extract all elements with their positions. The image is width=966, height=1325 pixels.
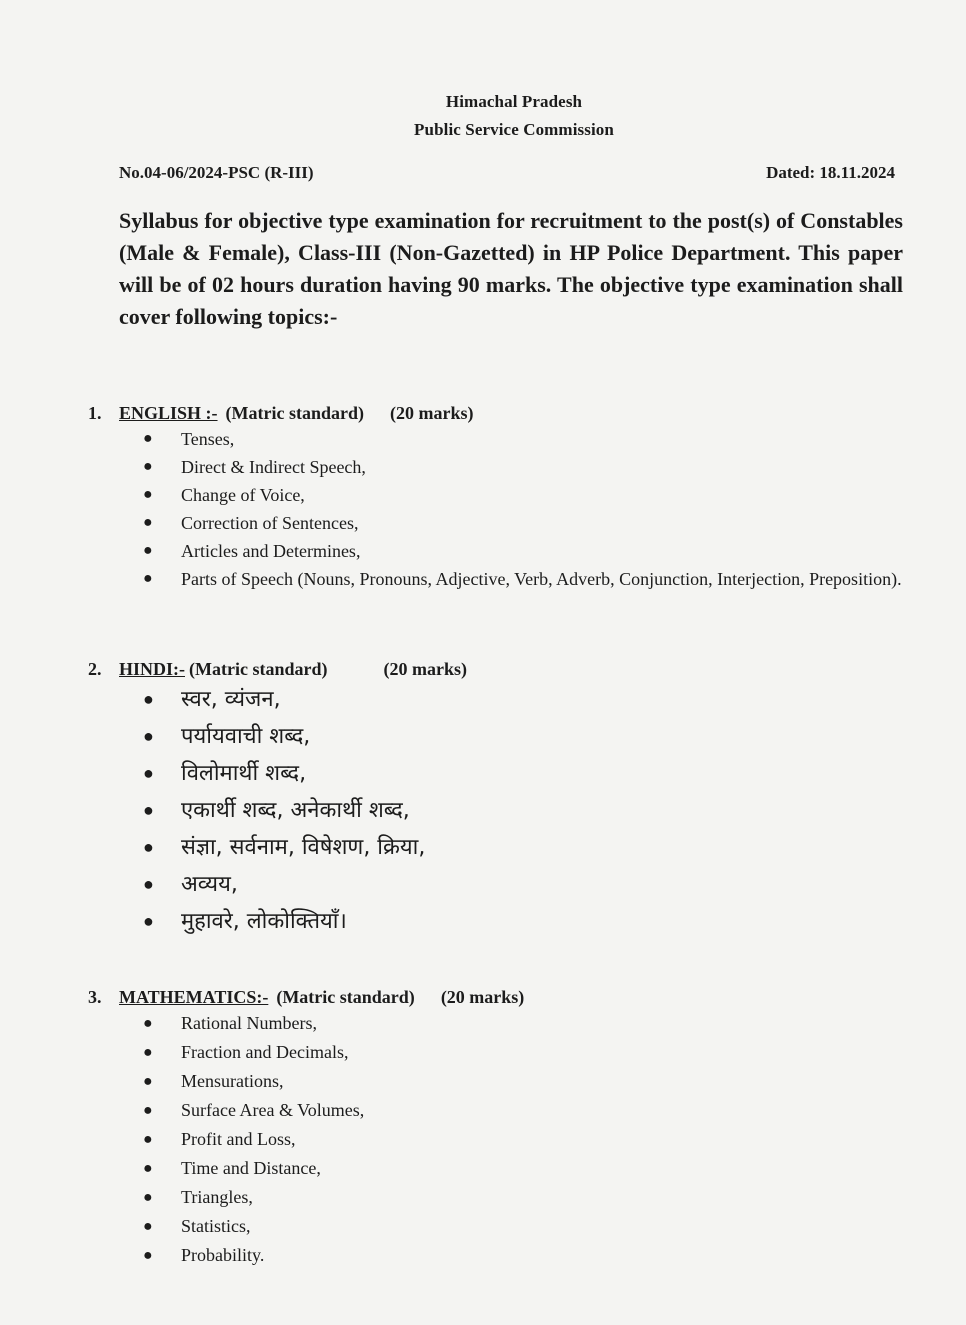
bullet-icon: ●	[143, 1015, 153, 1032]
header-organization-state: Himachal Pradesh	[445, 92, 583, 111]
list-item: ● Fraction and Decimals,	[88, 1038, 904, 1067]
list-item: ● विलोमार्थी शब्द,	[88, 755, 904, 792]
section-title: MATHEMATICS:-	[119, 987, 269, 1007]
header-organization-name: Public Service Commission	[414, 120, 614, 139]
section-marks: (20 marks)	[383, 659, 467, 679]
bullet-icon: ●	[143, 1189, 153, 1206]
list-item: ● Mensurations,	[88, 1067, 904, 1096]
list-item: ● Triangles,	[88, 1183, 904, 1212]
bullet-icon: ●	[143, 430, 153, 447]
section-title: HINDI:-	[119, 659, 185, 679]
bullet-icon: ●	[143, 1073, 153, 1090]
list-item: ● Correction of Sentences,	[88, 509, 904, 537]
list-item: ● Statistics,	[88, 1212, 904, 1241]
bullet-icon: ●	[143, 911, 154, 931]
reference-number: No.04-06/2024-PSC (R-III)	[119, 163, 314, 182]
reference-line	[119, 163, 895, 183]
bullet-icon: ●	[143, 689, 154, 709]
bullet-icon: ●	[143, 1102, 153, 1119]
bullet-icon: ●	[143, 837, 154, 857]
section-mathematics	[88, 985, 904, 1270]
reference-date: Dated: 18.11.2024	[766, 163, 895, 182]
bullet-icon: ●	[143, 1218, 153, 1235]
list-item: ● Change of Voice,	[88, 481, 904, 509]
bullet-icon: ●	[143, 514, 153, 531]
section-heading	[88, 401, 904, 425]
section-hindi	[88, 657, 904, 940]
bullet-icon: ●	[143, 1044, 153, 1061]
list-item: ● Tenses,	[88, 425, 904, 453]
topic-list	[88, 681, 904, 940]
section-heading	[88, 657, 904, 681]
list-item: ● Rational Numbers,	[88, 1009, 904, 1038]
list-item: ● Time and Distance,	[88, 1154, 904, 1183]
section-number: 2.	[88, 659, 102, 679]
section-standard: (Matric standard)	[276, 987, 415, 1007]
list-item: ● Profit and Loss,	[88, 1125, 904, 1154]
bullet-icon: ●	[143, 486, 153, 503]
bullet-icon: ●	[143, 542, 153, 559]
section-number: 1.	[88, 403, 102, 423]
section-marks: (20 marks)	[440, 987, 525, 1007]
list-item: ● अव्यय,	[88, 866, 904, 903]
section-standard: (Matric standard)	[189, 659, 328, 679]
bullet-icon: ●	[143, 800, 154, 820]
topic-list	[88, 1009, 904, 1270]
intro-paragraph: Syllabus for objective type examination for recruitment to the post(s) of Constables (Male & Female), Class-III (Non-Gazetted) in HP Police Department. This paper will be of 02 hours duration having 90 marks. The objective type examination shall cover following topics:-	[119, 208, 903, 329]
section-standard: (Matric standard)	[225, 403, 365, 423]
section-heading	[88, 985, 904, 1009]
bullet-icon: ●	[143, 458, 153, 475]
list-item: ● Articles and Determines,	[88, 537, 904, 565]
list-item: ● एकार्थी शब्द, अनेकार्थी शब्द,	[88, 792, 904, 829]
section-number: 3.	[88, 987, 102, 1007]
bullet-icon: ●	[143, 726, 154, 746]
list-item: ● स्वर, व्यंजन,	[88, 681, 904, 718]
list-item: ● पर्यायवाची शब्द,	[88, 718, 904, 755]
list-item: ● Surface Area & Volumes,	[88, 1096, 904, 1125]
list-item: ● Parts of Speech (Nouns, Pronouns, Adjective, Verb, Adverb, Conjunction, Interjection, Preposition).	[88, 565, 904, 593]
bullet-icon: ●	[143, 874, 154, 894]
list-item: ● संज्ञा, सर्वनाम, विषेशण, क्रिया,	[88, 829, 904, 866]
bullet-icon: ●	[143, 763, 154, 783]
list-item: ● Direct & Indirect Speech,	[88, 453, 904, 481]
bullet-icon: ●	[143, 1131, 153, 1148]
section-title: ENGLISH :-	[119, 403, 218, 423]
topic-list	[88, 425, 904, 593]
bullet-icon: ●	[143, 1247, 153, 1264]
list-item: ● मुहावरे, लोकोक्तियाँ।	[88, 903, 904, 940]
list-item: ● Probability.	[88, 1241, 904, 1270]
section-english	[88, 401, 904, 593]
section-marks: (20 marks)	[390, 403, 474, 423]
bullet-icon: ●	[143, 570, 153, 587]
bullet-icon: ●	[143, 1160, 153, 1177]
